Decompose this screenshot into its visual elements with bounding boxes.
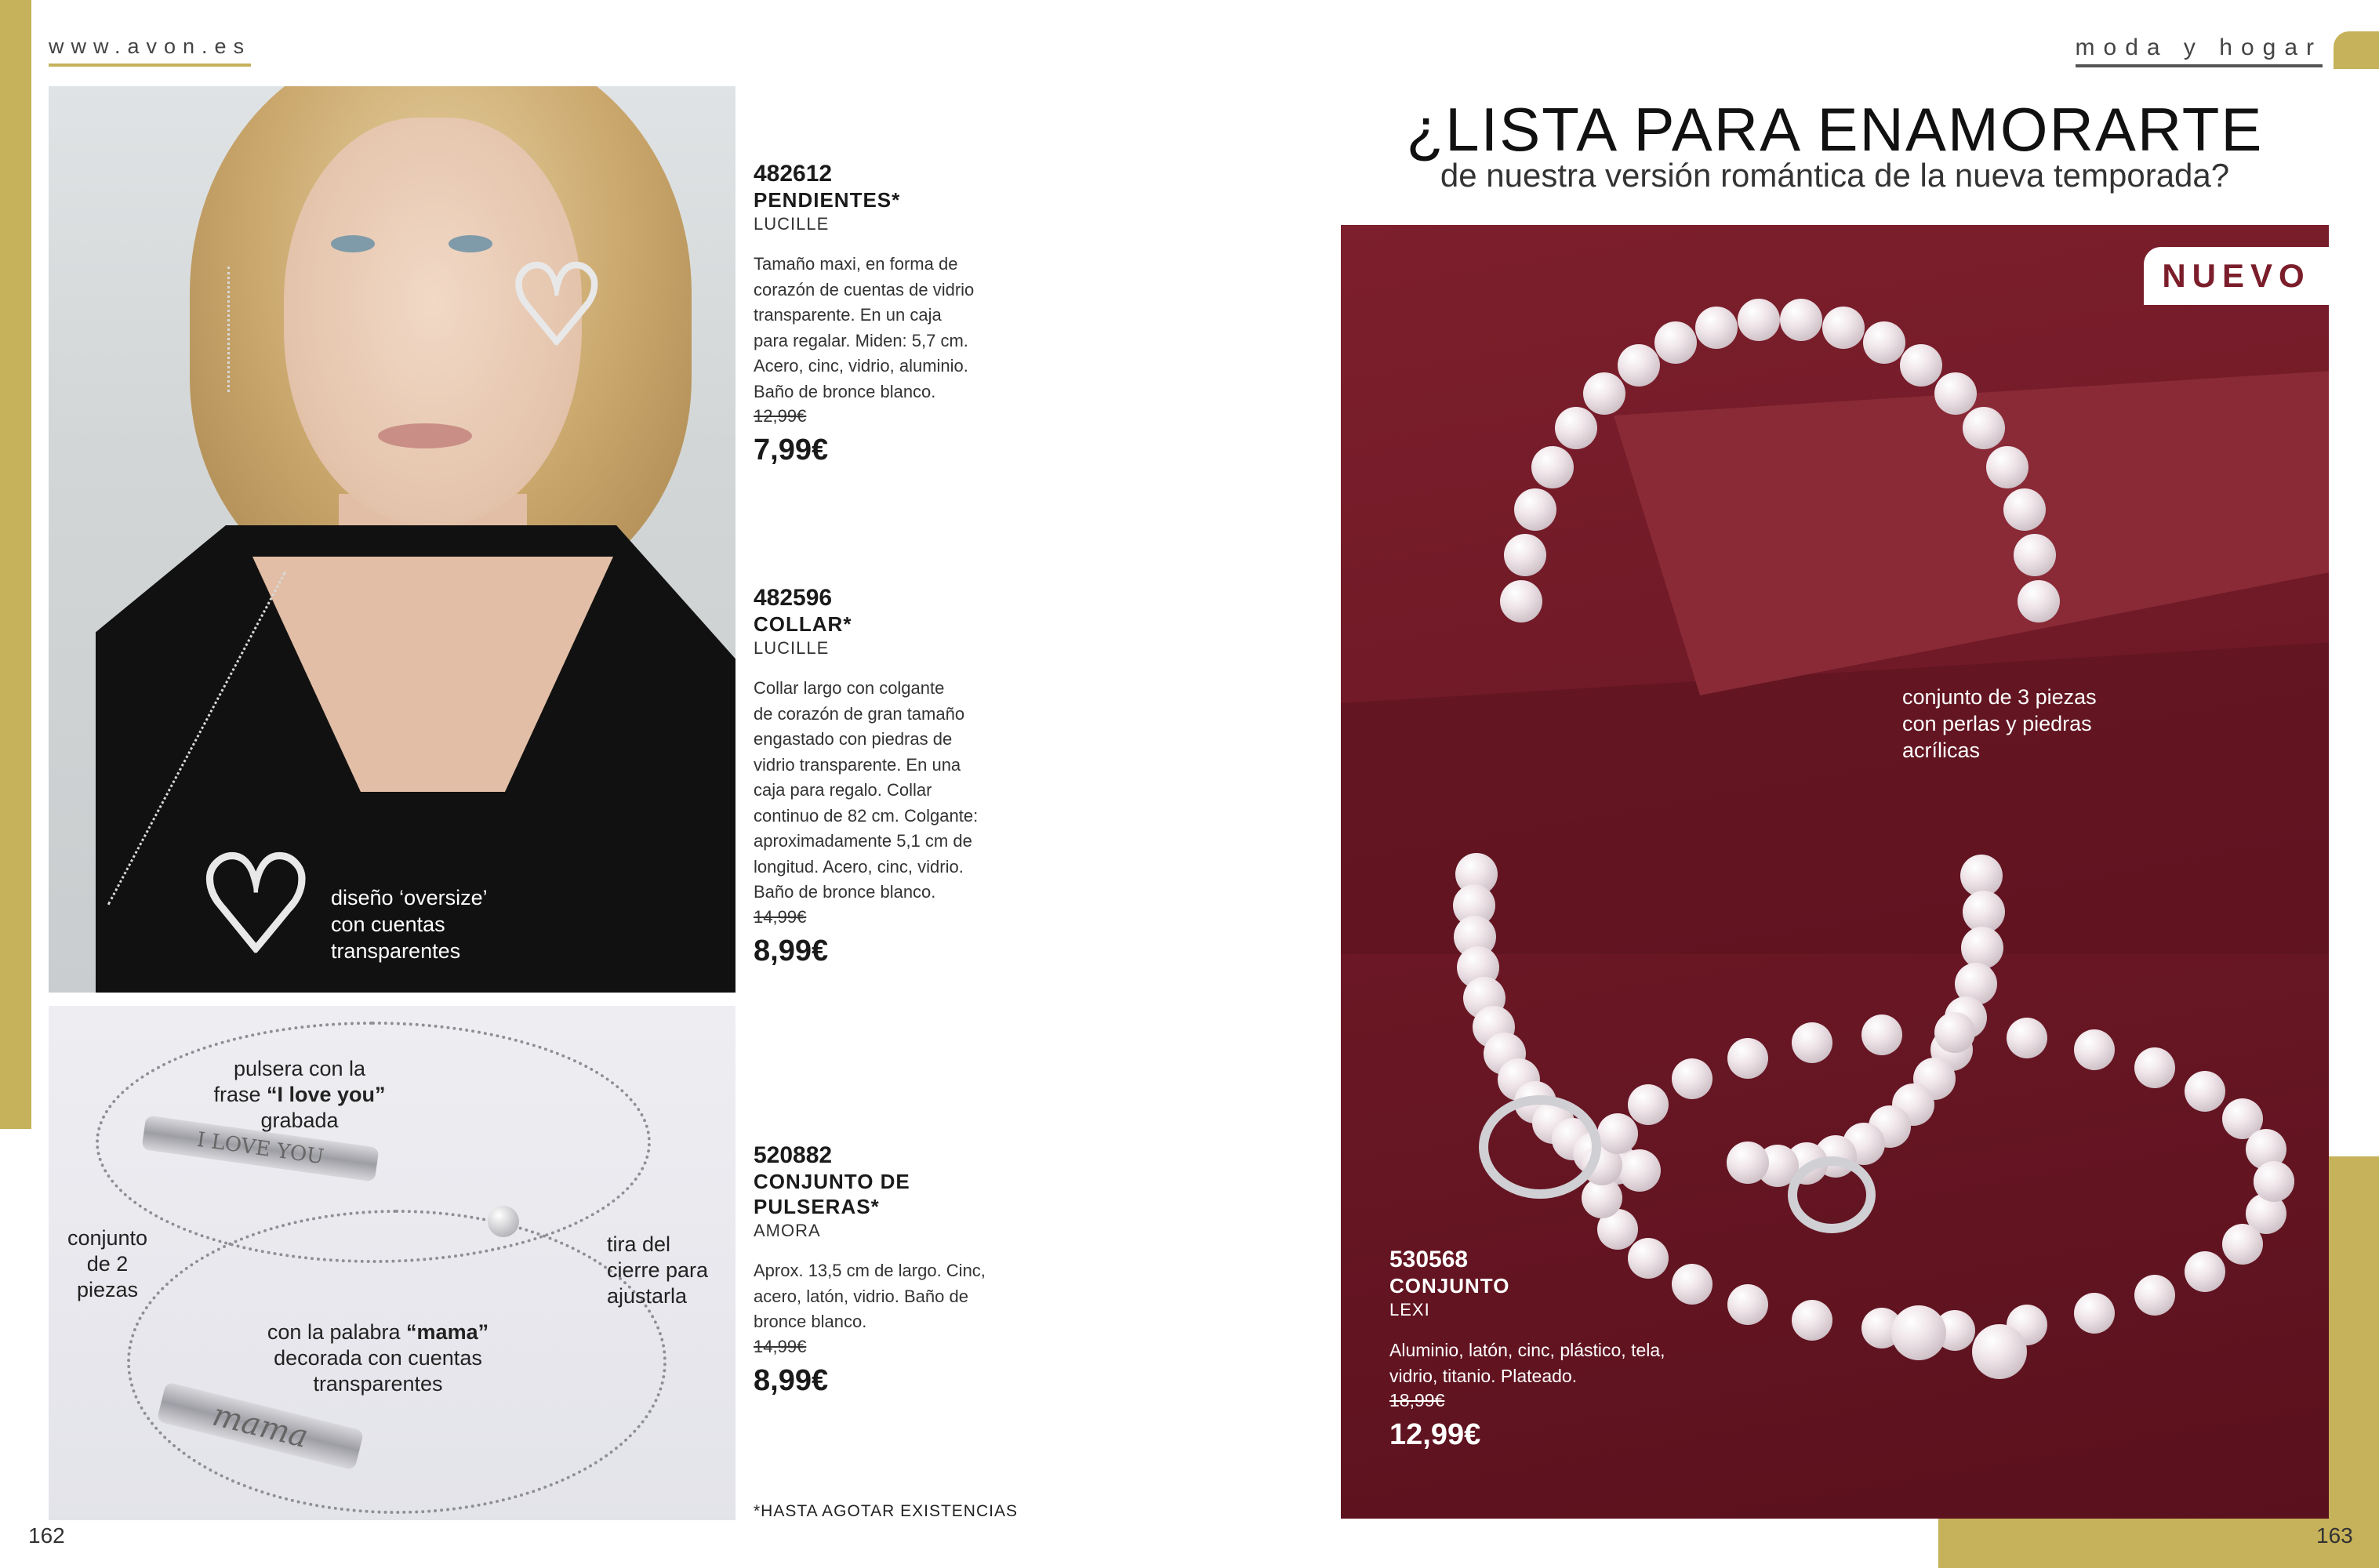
- pearl: [2007, 1018, 2047, 1058]
- engraved-caption: pulsera con la frase “I love you” grabada: [213, 1057, 386, 1132]
- bracelet-ring: [1788, 1156, 1876, 1233]
- earring-chain-left: [227, 267, 230, 392]
- product-conjunto-lexi: [1389, 1247, 1719, 1454]
- pearl: [2134, 1047, 2175, 1088]
- pearl: [1504, 534, 1546, 576]
- pieces-caption: conjunto de 2 piezas: [67, 1226, 148, 1301]
- product-collar: [754, 585, 1012, 970]
- footnote: *HASTA AGOTAR EXISTENCIAS: [754, 1502, 1018, 1520]
- product-name: COLLAR*: [754, 612, 852, 636]
- price: 8,99€: [754, 934, 829, 967]
- pearl: [1738, 299, 1780, 341]
- page-number-left: 162: [28, 1523, 65, 1548]
- product-code: 482596: [754, 585, 833, 611]
- pearl: [1900, 344, 1942, 387]
- pearl: [1597, 1113, 1638, 1154]
- pearl: [1514, 488, 1556, 531]
- old-price: 14,99€: [754, 906, 807, 927]
- product-description: Aluminio, latón, cinc, plástico, tela, vidrio, titanio. Plateado.: [1389, 1340, 1665, 1386]
- product-line: AMORA: [754, 1221, 821, 1240]
- product-code: 520882: [754, 1142, 833, 1168]
- website-url[interactable]: www.avon.es: [49, 34, 251, 67]
- pearl: [2074, 1029, 2115, 1070]
- woman-model-photo: [49, 86, 735, 993]
- lips: [378, 423, 472, 448]
- heart-pendant-icon: ♡: [196, 831, 316, 980]
- pearl: [1672, 1058, 1713, 1099]
- pearl: [1780, 299, 1822, 341]
- right-gold-corner-top: [2334, 31, 2379, 69]
- pearl: [2254, 1161, 2294, 1202]
- old-price: 18,99€: [1389, 1390, 1445, 1410]
- page-number-right: 163: [2316, 1523, 2353, 1548]
- heart-earring-icon: ♡: [507, 244, 606, 367]
- left-gold-bar: [0, 0, 31, 1129]
- pearl: [1963, 407, 2005, 449]
- product-name: CONJUNTO: [1389, 1274, 1510, 1298]
- earring-pearl-left: [1891, 1305, 1946, 1360]
- pearl: [1727, 1284, 1768, 1325]
- pearl: [1934, 372, 1977, 415]
- pearl: [2014, 534, 2056, 576]
- pearl: [1727, 1142, 1769, 1184]
- product-description: Collar largo con colgante de corazón de gran tamaño engastado con piedras de vidrio transparente. En una caja para regalo. Collar continuo de 82 cm. Colgante: aproximadamente 5,1 cm de longitud. Acero, cinc, vidrio. Baño de bronce blanco.: [754, 678, 979, 902]
- pearl: [1531, 446, 1574, 488]
- earring-pearl-right: [1972, 1324, 2027, 1379]
- right-eye: [449, 235, 492, 252]
- price: 12,99€: [1389, 1418, 1481, 1451]
- pearl: [2003, 488, 2046, 531]
- pearl: [2222, 1224, 2263, 1265]
- pearl: [1792, 1022, 1832, 1063]
- pearl: [1654, 321, 1697, 364]
- nuevo-badge: NUEVO: [2144, 247, 2329, 305]
- pearl: [1863, 321, 1905, 364]
- product-pendientes: [754, 161, 1012, 469]
- section-title: moda y hogar: [2076, 34, 2323, 67]
- red-box: [1545, 366, 2329, 695]
- product-description: Aprox. 13,5 cm de largo. Cinc, acero, latón, vidrio. Baño de bronce blanco.: [754, 1261, 986, 1331]
- pearl: [2185, 1071, 2225, 1112]
- product-line: LUCILLE: [754, 214, 830, 234]
- old-price: 12,99€: [754, 406, 807, 426]
- bracelets-photo: [49, 1006, 735, 1520]
- pearl: [1695, 307, 1738, 349]
- closure-caption: tira del cierre para ajustarla: [607, 1232, 709, 1308]
- product-name: PENDIENTES*: [754, 188, 901, 212]
- price: 7,99€: [754, 434, 829, 466]
- product-description: Tamaño maxi, en forma de corazón de cuentas de vidrio transparente. En un caja para regalar. Miden: 5,7 cm. Acero, cinc, vidrio, aluminio. Baño de bronce blanco.: [754, 254, 975, 401]
- pearl-photo-caption: conjunto de 3 piezas con perlas y piedras acrílicas: [1902, 685, 2097, 762]
- mama-charm: mama: [157, 1381, 365, 1470]
- product-line: LEXI: [1389, 1300, 1430, 1319]
- headline: ¿LISTA PARA ENAMORARTE: [1406, 95, 2264, 164]
- pearl: [1555, 407, 1597, 449]
- price: 8,99€: [754, 1363, 829, 1397]
- pearl: [2074, 1293, 2115, 1334]
- pearl: [1822, 307, 1865, 349]
- pearl: [1986, 446, 2029, 488]
- pearl: [2018, 580, 2060, 622]
- pearl: [1500, 580, 1542, 622]
- woman-photo-caption: diseño ‘oversize’ con cuentas transparentes: [331, 886, 488, 963]
- pearl: [2134, 1275, 2175, 1316]
- pearl: [1861, 1014, 1902, 1055]
- pearl: [1583, 372, 1625, 415]
- slider-bead: [488, 1206, 519, 1237]
- pearl: [2185, 1251, 2225, 1292]
- old-price: 14,99€: [754, 1336, 807, 1356]
- pearl: [1618, 344, 1660, 387]
- left-eye: [331, 235, 375, 252]
- product-code: 530568: [1389, 1247, 1469, 1272]
- product-line: LUCILLE: [754, 638, 830, 658]
- product-conjunto-pulseras: [754, 1142, 1012, 1399]
- necklace-ring: [1479, 1095, 1601, 1199]
- i-love-you-plate: I LOVE YOU: [141, 1115, 379, 1181]
- pearl: [1727, 1038, 1768, 1079]
- pearl: [1792, 1300, 1832, 1341]
- subheadline: de nuestra versión romántica de la nueva temporada?: [1440, 157, 2230, 194]
- product-code: 482612: [754, 161, 833, 187]
- product-name: CONJUNTO DE PULSERAS*: [754, 1170, 910, 1218]
- pearl: [1628, 1084, 1669, 1125]
- mama-caption: con la palabra “mama” decorada con cuentas transparentes: [267, 1320, 489, 1396]
- pearl: [1618, 1149, 1661, 1192]
